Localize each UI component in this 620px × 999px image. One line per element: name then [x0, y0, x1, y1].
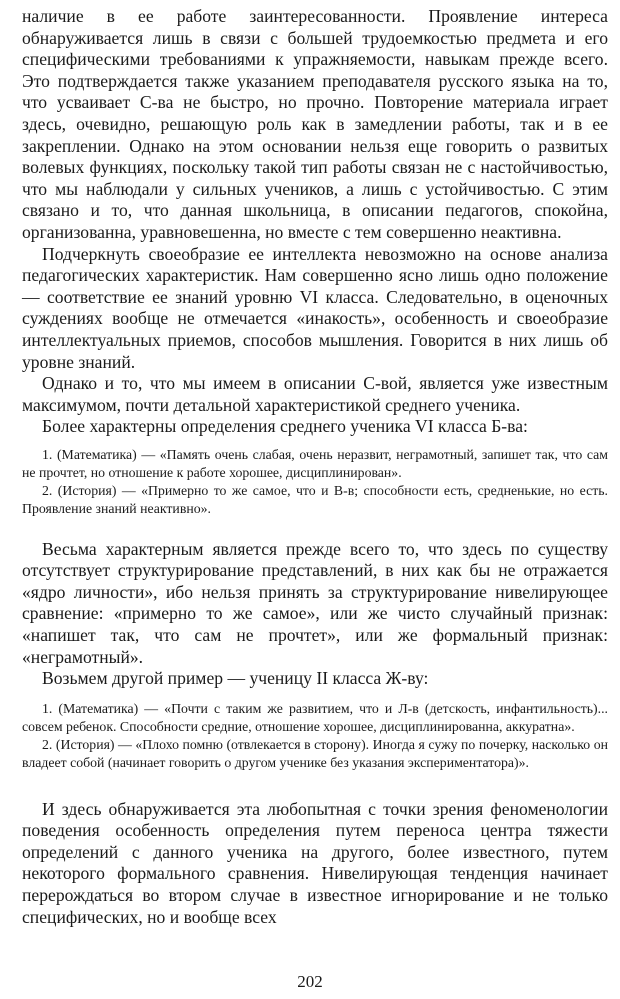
- quote-history-2: 2. (История) — «Плохо помню (отвлекается в сторону). Иногда я сужу по почерку, насколько он владеет собой (начинает говорить о другом ученике без указания экспериментатора)».: [22, 737, 608, 771]
- quote-history-1: 2. (История) — «Примерно то же самое, что и В-в; способности есть, средненькие, но есть. Проявление знаний неактивно».: [22, 483, 608, 517]
- page-number: 202: [297, 972, 323, 991]
- paragraph-3: Однако и то, что мы имеем в описании С-вой, является уже известным максимумом, почти детальной характеристикой среднего ученика.: [22, 373, 608, 415]
- quote-math-2: 1. (Математика) — «Почти с таким же развитием, что и Л-в (детскость, инфантильность)... совсем ребенок. Способности средние, отношение хорошее, дисциплинированна, аккуратна».: [22, 700, 608, 735]
- paragraph-6: Возьмем другой пример — ученицу II класса Ж-ву:: [42, 668, 429, 689]
- paragraph-4: Более характерны определения среднего ученика VI класса Б-ва:: [42, 416, 528, 437]
- paragraph-2: Подчеркнуть своеобразие ее интеллекта невозможно на основе анализа педагогических характеристик. Нам совершенно ясно лишь одно положение — соответствие ее знаний уровню VI класса. Следовательно, в оценочных суждениях вообще не отмечается «инакость», особенность и своеобразие интеллектуальных приемов, способов мышления. Говорится в них лишь об уровне знаний.: [22, 243, 608, 372]
- paragraph-1: наличие в ее работе заинтересованности. Проявление интереса обнаруживается лишь в связи с большей трудоемкостью предмета и его специфическими требованиями к упражняемости, навыкам прежде всего. Это подтверждается также указанием преподавателя русского языка на то, что усваивает С-ва не быстро, но прочно. Повторение материала играет здесь, очевидно, решающую роль как в замедлении работы, так и в ее закреплении. Однако на этом основании нельзя еще говорить о развитых волевых функциях, поскольку такой тип работы связан не с настойчивостью, что мы наблюдали у сильных учеников, а лишь с устойчивостью. С этим связано и то, что данная школьница, в описании педагогов, спокойна, организованна, уравновешенна, но вместе с тем совершенно неактивна.: [22, 6, 608, 242]
- paragraph-7: И здесь обнаруживается эта любопытная с точки зрения феноменологии поведения особенность определения путем переноса центра тяжести определений с данного ученика на другого, более известного, путем некоторого формального сравнения. Нивелирующая тенденция начинает перерождаться во втором случае в известное игнорирование и не только специфических, но и вообще всех: [22, 798, 608, 927]
- quote-block-2: [22, 700, 608, 773]
- quote-math-1: 1. (Математика) — «Память очень слабая, очень неразвит, неграмотный, запишет так, что сам не прочтет, но отношение к работе хорошее, дисциплинирован».: [22, 446, 608, 481]
- quote-block-1: [22, 446, 608, 519]
- paragraph-5: Весьма характерным является прежде всего то, что здесь по существу отсутствует структурирование представлений, в них как бы не отражается «ядро личности», ибо нельзя принять за структурирование нивелирующее сравнение: «примерно то же самое», или же чисто случайный признак: «напишет так, что сам не прочтет», или же формальный признак: «неграмотный».: [22, 538, 608, 667]
- page-body: [22, 6, 608, 928]
